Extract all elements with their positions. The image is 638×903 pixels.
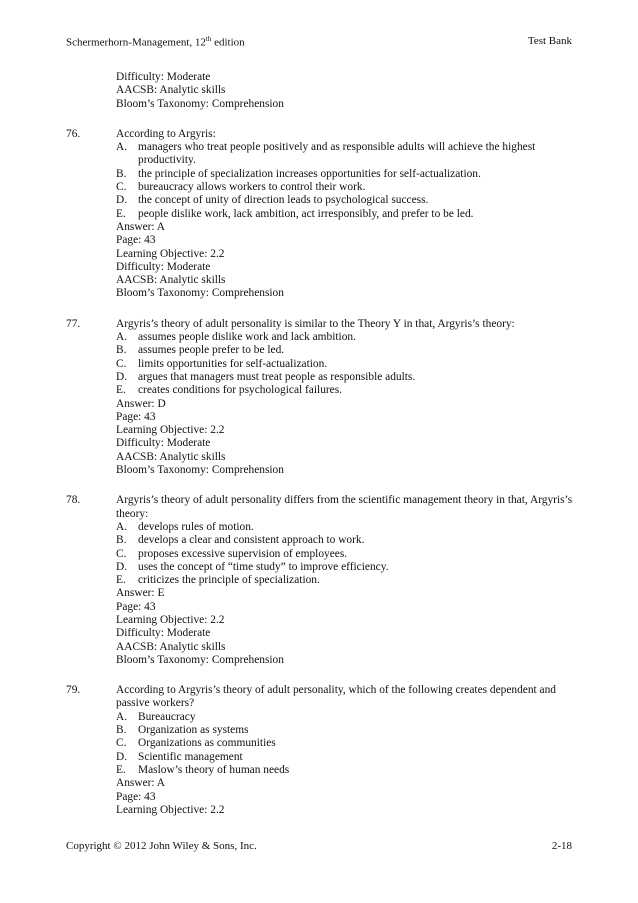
option-letter: D.	[116, 370, 128, 383]
copyright: Copyright © 2012 John Wiley & Sons, Inc.	[66, 840, 257, 852]
question-meta	[116, 398, 576, 478]
option-letter: B.	[116, 534, 127, 547]
option-letter: A.	[116, 710, 128, 723]
question-stem	[66, 128, 576, 141]
option-letter: B.	[116, 344, 127, 357]
option-letter: C.	[116, 737, 127, 750]
meta-line: Bloom’s Taxonomy: Comprehension	[116, 97, 284, 110]
question-number: 79.	[66, 684, 81, 697]
option-letter: B.	[116, 167, 127, 180]
question-number: 76.	[66, 127, 81, 140]
question-stem	[66, 318, 576, 331]
page-footer	[66, 840, 572, 852]
answer-option	[116, 384, 576, 397]
answer-option	[116, 737, 576, 750]
option-text: assumes people dislike work and lack ambition.	[138, 331, 356, 344]
book-title: Schermerhorn-Management, 12th edition	[66, 35, 245, 49]
option-text: Organizations as communities	[138, 737, 276, 750]
option-letter: A.	[116, 331, 128, 344]
option-text: limits opportunities for self-actualization.	[138, 357, 328, 370]
option-letter: E.	[116, 384, 126, 397]
option-letter: A.	[116, 520, 128, 533]
option-letter: D.	[116, 194, 128, 207]
meta-line: Difficulty: Moderate	[116, 71, 211, 83]
answer-option	[116, 521, 576, 534]
option-text: bureaucracy allows workers to control their work.	[138, 181, 366, 194]
header-test-bank: Test Bank	[527, 35, 572, 47]
meta-line: Page: 43	[116, 790, 156, 803]
answer-option	[116, 141, 576, 168]
option-letter: C.	[116, 357, 127, 370]
question-block	[66, 318, 576, 478]
question-text: According to Argyris:	[116, 127, 216, 140]
option-letter: D.	[116, 560, 128, 573]
meta-line: Page: 43	[116, 410, 156, 423]
answer-option	[116, 344, 576, 357]
option-letter: C.	[116, 181, 127, 194]
option-letter: E.	[116, 574, 126, 587]
option-text: managers who treat people positively and as responsible adults will achieve the highest productivity.	[138, 141, 536, 167]
answer-option	[116, 724, 576, 737]
meta-line: Page: 43	[116, 234, 156, 247]
meta-line: Bloom’s Taxonomy: Comprehension	[116, 653, 284, 666]
question-meta	[116, 221, 576, 301]
meta-line: Bloom’s Taxonomy: Comprehension	[116, 287, 284, 300]
option-text: Maslow’s theory of human needs	[138, 763, 290, 776]
question-stem	[66, 684, 576, 711]
intro-meta	[116, 71, 576, 111]
question-meta	[116, 587, 576, 667]
meta-line: Difficulty: Moderate	[116, 627, 211, 640]
meta-line: Learning Objective: 2.2	[116, 613, 225, 626]
option-letter: E.	[116, 763, 126, 776]
option-text: develops rules of motion.	[138, 520, 254, 533]
answer-option	[116, 751, 576, 764]
meta-line: Answer: A	[116, 220, 166, 233]
answer-option	[116, 208, 576, 221]
option-letter: B.	[116, 724, 127, 737]
answer-option	[116, 181, 576, 194]
meta-line: AACSB: Analytic skills	[116, 450, 226, 463]
meta-line: Difficulty: Moderate	[116, 437, 211, 450]
option-text: proposes excessive supervision of employees.	[138, 547, 348, 560]
question-block	[66, 684, 576, 817]
question-block	[66, 128, 576, 301]
option-text: Organization as systems	[138, 724, 249, 737]
answer-option	[116, 358, 576, 371]
option-text: uses the concept of “time study” to improve efficiency.	[138, 560, 389, 573]
option-text: the principle of specialization increases opportunities for self-actualization.	[138, 167, 481, 180]
question-stem	[66, 494, 576, 521]
question-text: According to Argyris’s theory of adult personality, which of the following creates dependent and passive workers?	[116, 684, 557, 710]
document-body	[66, 71, 576, 817]
option-text: the concept of unity of direction leads to psychological success.	[138, 194, 429, 207]
option-letter: D.	[116, 750, 128, 763]
meta-line: Learning Objective: 2.2	[116, 424, 225, 437]
answer-option	[116, 561, 576, 574]
option-text: Scientific management	[138, 750, 243, 763]
answer-option	[116, 711, 576, 724]
option-text: argues that managers must treat people as responsible adults.	[138, 370, 416, 383]
option-text: assumes people prefer to be led.	[138, 344, 285, 357]
page-number: 2-18	[551, 840, 572, 852]
question-text: Argyris’s theory of adult personality differs from the scientific management theory in that, Argyris’s theory:	[116, 494, 573, 520]
question-block	[66, 494, 576, 667]
meta-line: Learning Objective: 2.2	[116, 803, 225, 816]
answer-option	[116, 331, 576, 344]
option-text: criticizes the principle of specialization.	[138, 574, 320, 587]
answer-option	[116, 574, 576, 587]
question-number: 78.	[66, 494, 81, 507]
meta-line: AACSB: Analytic skills	[116, 274, 226, 287]
option-text: Bureaucracy	[138, 710, 196, 723]
answer-option	[116, 168, 576, 181]
answer-option	[116, 371, 576, 384]
question-text: Argyris’s theory of adult personality is similar to the Theory Y in that, Argyris’s theory:	[116, 317, 515, 330]
answer-option	[116, 764, 576, 777]
option-letter: A.	[116, 141, 128, 154]
meta-line: Answer: A	[116, 777, 166, 790]
meta-line: AACSB: Analytic skills	[116, 84, 226, 97]
question-meta	[116, 777, 576, 817]
meta-line: Page: 43	[116, 600, 156, 613]
meta-line: Answer: E	[116, 587, 165, 600]
meta-line: Difficulty: Moderate	[116, 260, 211, 273]
page-header	[66, 35, 572, 49]
option-text: people dislike work, lack ambition, act irresponsibly, and prefer to be led.	[138, 207, 474, 220]
question-number: 77.	[66, 317, 81, 330]
option-text: develops a clear and consistent approach to work.	[138, 534, 365, 547]
answer-option	[116, 548, 576, 561]
answer-option	[116, 194, 576, 207]
question-list	[66, 128, 576, 817]
option-letter: C.	[116, 547, 127, 560]
meta-line: Bloom’s Taxonomy: Comprehension	[116, 464, 284, 477]
option-text: creates conditions for psychological failures.	[138, 384, 343, 397]
meta-line: Learning Objective: 2.2	[116, 247, 225, 260]
meta-line: Answer: D	[116, 397, 166, 410]
option-letter: E.	[116, 207, 126, 220]
answer-option	[116, 534, 576, 547]
meta-line: AACSB: Analytic skills	[116, 640, 226, 653]
